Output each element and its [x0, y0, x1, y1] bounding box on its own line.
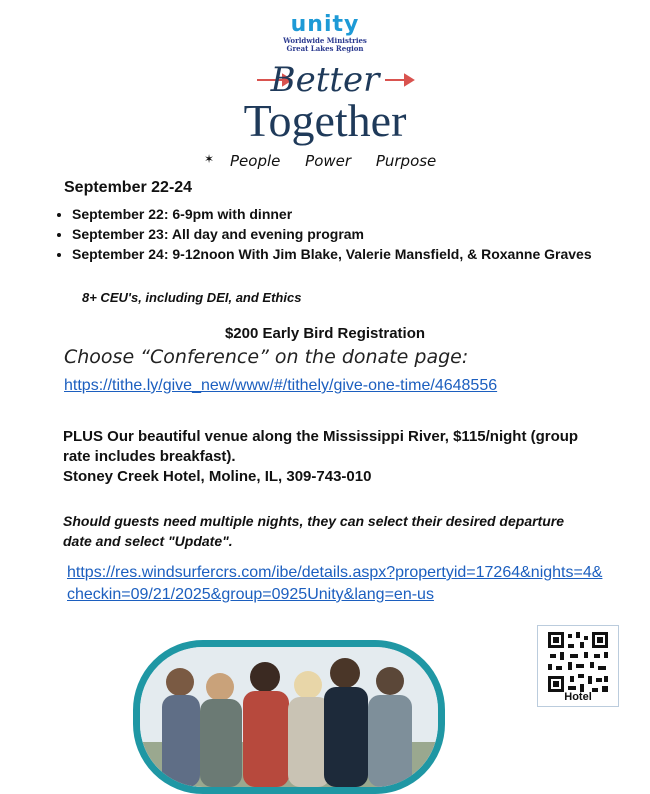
group-photo — [133, 640, 445, 794]
tagline-purpose: Purpose — [375, 152, 437, 170]
tagline-people: People — [230, 152, 281, 170]
venue-description: PLUS Our beautiful venue along the Mississippi River, $115/night (group rate includes breakfast). — [63, 428, 579, 465]
qr-label: Hotel — [564, 691, 592, 703]
tagline — [230, 152, 456, 170]
guests-note: Should guests need multiple nights, they can select their desired departure date and select "Update". — [63, 513, 564, 549]
schedule-item: • September 22: 6-9pm with dinner — [72, 204, 612, 224]
unity-logo — [0, 12, 650, 53]
title-better: Better — [270, 60, 380, 100]
registration-price: $200 Early Bird Registration — [224, 325, 426, 342]
schedule-item: • September 23: All day and evening program — [72, 224, 612, 244]
people-embracing-image — [140, 647, 438, 787]
title-together: Together — [243, 95, 407, 146]
sparkle-icon: ✶ — [204, 152, 215, 166]
schedule-item: • September 24: 9-12noon With Jim Blake, Valerie Mansfield, & Roxanne Graves — [72, 244, 612, 264]
schedule-list — [56, 204, 612, 264]
registration-instruction: Choose “Conference” on the donate page: — [64, 346, 469, 368]
logo-wordmark: unity — [290, 12, 360, 37]
logo-subtitle-1: Worldwide Ministries — [283, 36, 367, 45]
ceu-note: 8+ CEU's, including DEI, and Ethics — [82, 290, 302, 305]
venue-hotel: Stoney Creek Hotel, Moline, IL, 309-743-010 — [63, 468, 372, 485]
tagline-power: Power — [305, 152, 352, 170]
venue-info — [63, 427, 583, 487]
date-heading: September 22-24 — [64, 179, 193, 196]
qr-code-icon[interactable] — [546, 630, 610, 694]
logo-subtitle-2: Great Lakes Region — [286, 44, 364, 53]
donate-link[interactable]: https://tithe.ly/give_new/www/#/tithely/give-one-time/4648556 — [64, 377, 498, 394]
hotel-booking-link[interactable]: https://res.windsurfercrs.com/ibe/details.aspx?propertyid=17264&nights=4&checkin=09/21/2025&group=0925Unity&lang=en-us — [67, 564, 603, 603]
